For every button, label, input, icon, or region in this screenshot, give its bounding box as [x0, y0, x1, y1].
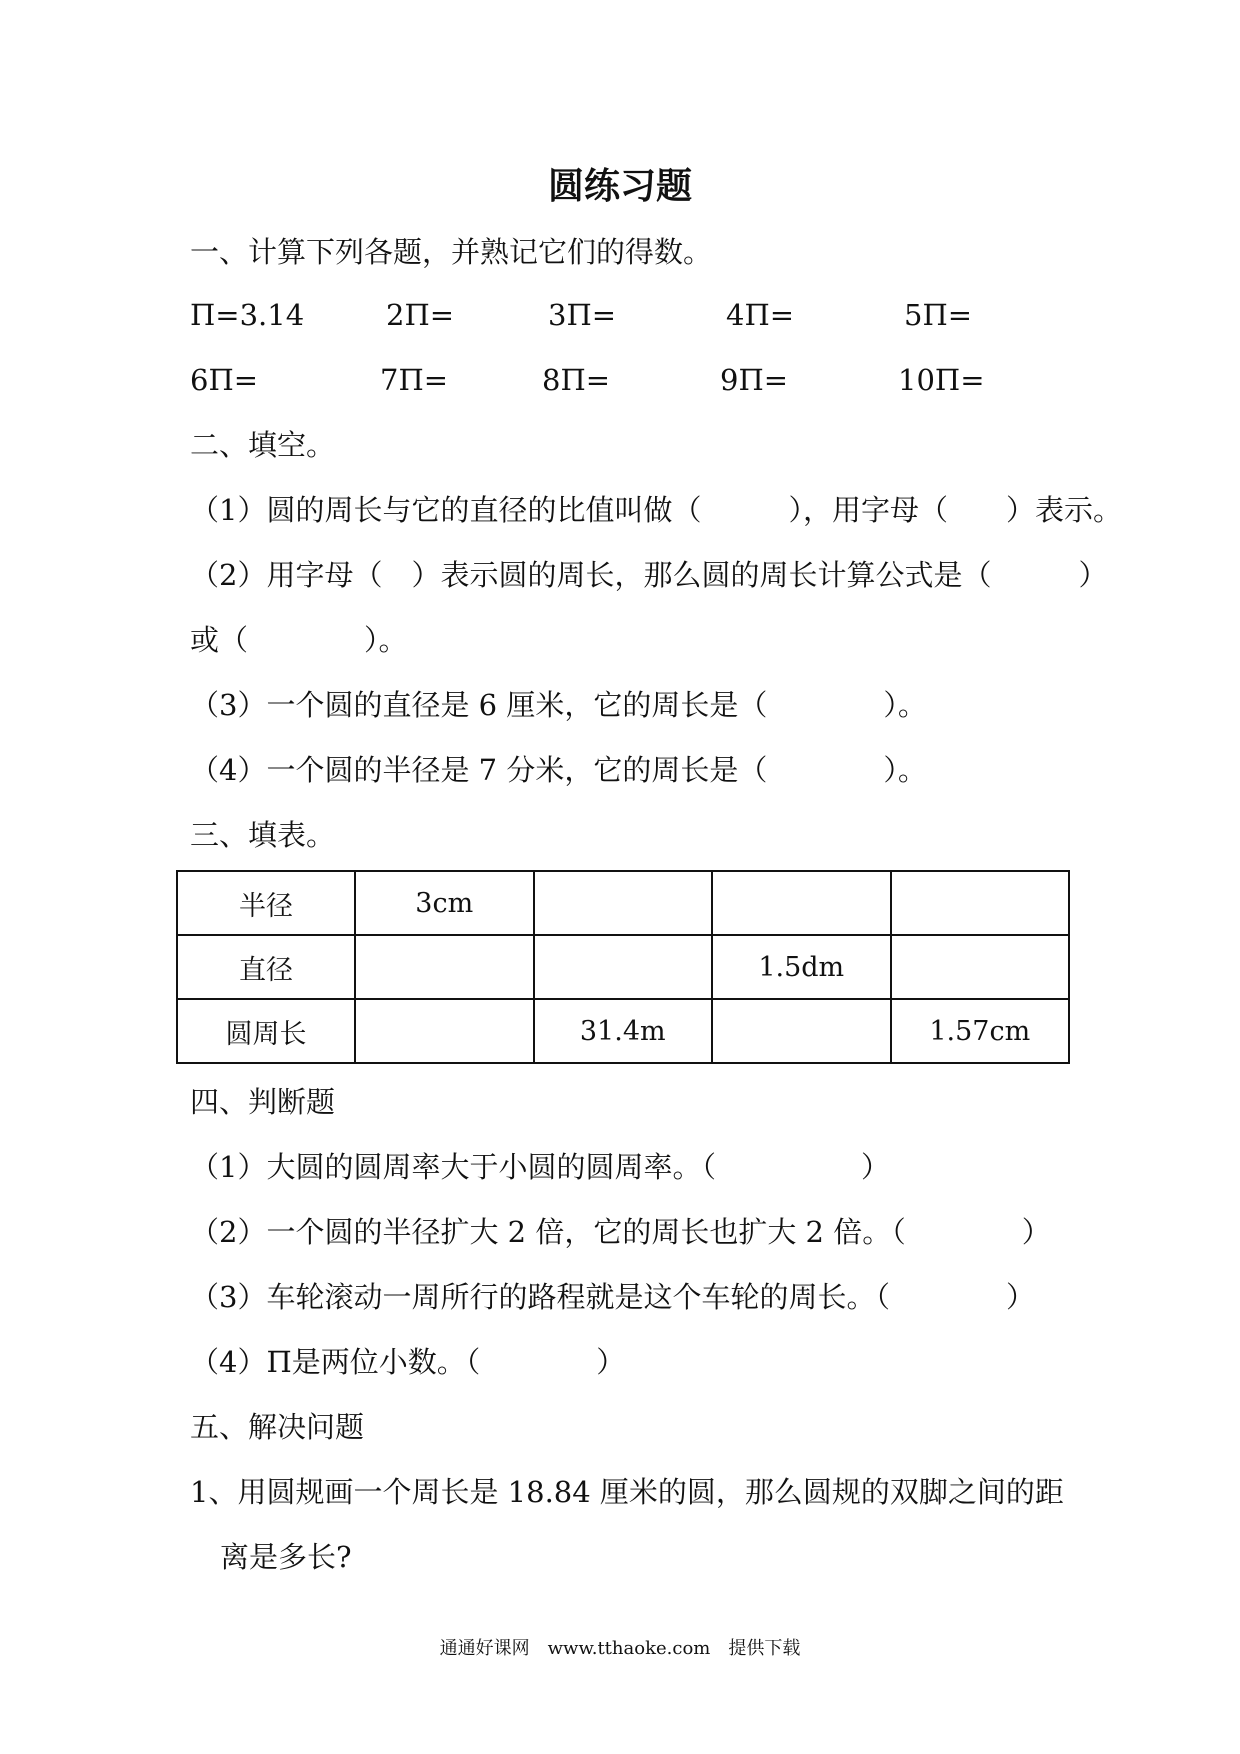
fill-table — [176, 870, 1070, 1064]
table-cell — [355, 935, 534, 999]
table-cell: 31.4m — [534, 999, 713, 1063]
pi-item: 7Π= — [380, 363, 449, 397]
table-row — [177, 999, 1069, 1063]
table-cell: 1.57cm — [891, 999, 1070, 1063]
table-cell: 圆周长 — [177, 999, 355, 1063]
table-cell — [534, 935, 713, 999]
pi-item: 2Π= — [386, 298, 455, 332]
table-cell: 直径 — [177, 935, 355, 999]
page-title: 圆练习题 — [547, 165, 692, 207]
table-cell: 半径 — [177, 871, 355, 935]
pi-item: 10Π= — [898, 363, 985, 397]
section5-heading: 五、解决问题 — [190, 1410, 365, 1444]
pi-item: 5Π= — [904, 298, 973, 332]
table-cell: 1.5dm — [712, 935, 891, 999]
pi-item: 3Π= — [548, 298, 617, 332]
table-cell — [534, 871, 713, 935]
judge-question: （4）Π是两位小数。（ ） — [190, 1345, 626, 1379]
table-cell — [712, 999, 891, 1063]
pi-item: 4Π= — [726, 298, 795, 332]
judge-question: （3）车轮滚动一周所行的路程就是这个车轮的周长。（ ） — [190, 1280, 1035, 1314]
table-cell — [355, 999, 534, 1063]
section1-heading: 一、计算下列各题，并熟记它们的得数。 — [190, 235, 713, 269]
table-row — [177, 871, 1069, 935]
section2-heading: 二、填空。 — [190, 428, 336, 462]
table-cell — [891, 871, 1070, 935]
fill-question: （1）圆的周长与它的直径的比值叫做（ ），用字母（ ）表示。 — [190, 493, 1122, 527]
pi-item: 8Π= — [542, 363, 611, 397]
judge-question: （2）一个圆的半径扩大 2 倍，它的周长也扩大 2 倍。（ ） — [190, 1215, 1051, 1249]
fill-question: （2）用字母（ ）表示圆的周长，那么圆的周长计算公式是（ ） — [190, 558, 1108, 592]
pi-item: Π=3.14 — [190, 298, 305, 332]
section3-heading: 三、填表。 — [190, 818, 336, 852]
pi-item: 6Π= — [190, 363, 259, 397]
table-row — [177, 935, 1069, 999]
problem-question: 1、用圆规画一个周长是 18.84 厘米的圆，那么圆规的双脚之间的距 — [190, 1475, 1064, 1509]
table-cell — [891, 935, 1070, 999]
footer: 通通好课网 www.tthaoke.com 提供下载 — [439, 1638, 801, 1659]
pi-item: 9Π= — [720, 363, 789, 397]
table-cell: 3cm — [355, 871, 534, 935]
fill-question-continued: 或（ ）。 — [190, 623, 408, 657]
section4-heading: 四、判断题 — [190, 1085, 336, 1119]
table-cell — [712, 871, 891, 935]
fill-question: （3）一个圆的直径是 6 厘米，它的周长是（ ）。 — [190, 688, 927, 722]
judge-question: （1）大圆的圆周率大于小圆的圆周率。（ ） — [190, 1150, 890, 1184]
fill-question: （4）一个圆的半径是 7 分米，它的周长是（ ）。 — [190, 753, 927, 787]
problem-question-continued: 离是多长? — [220, 1540, 352, 1574]
